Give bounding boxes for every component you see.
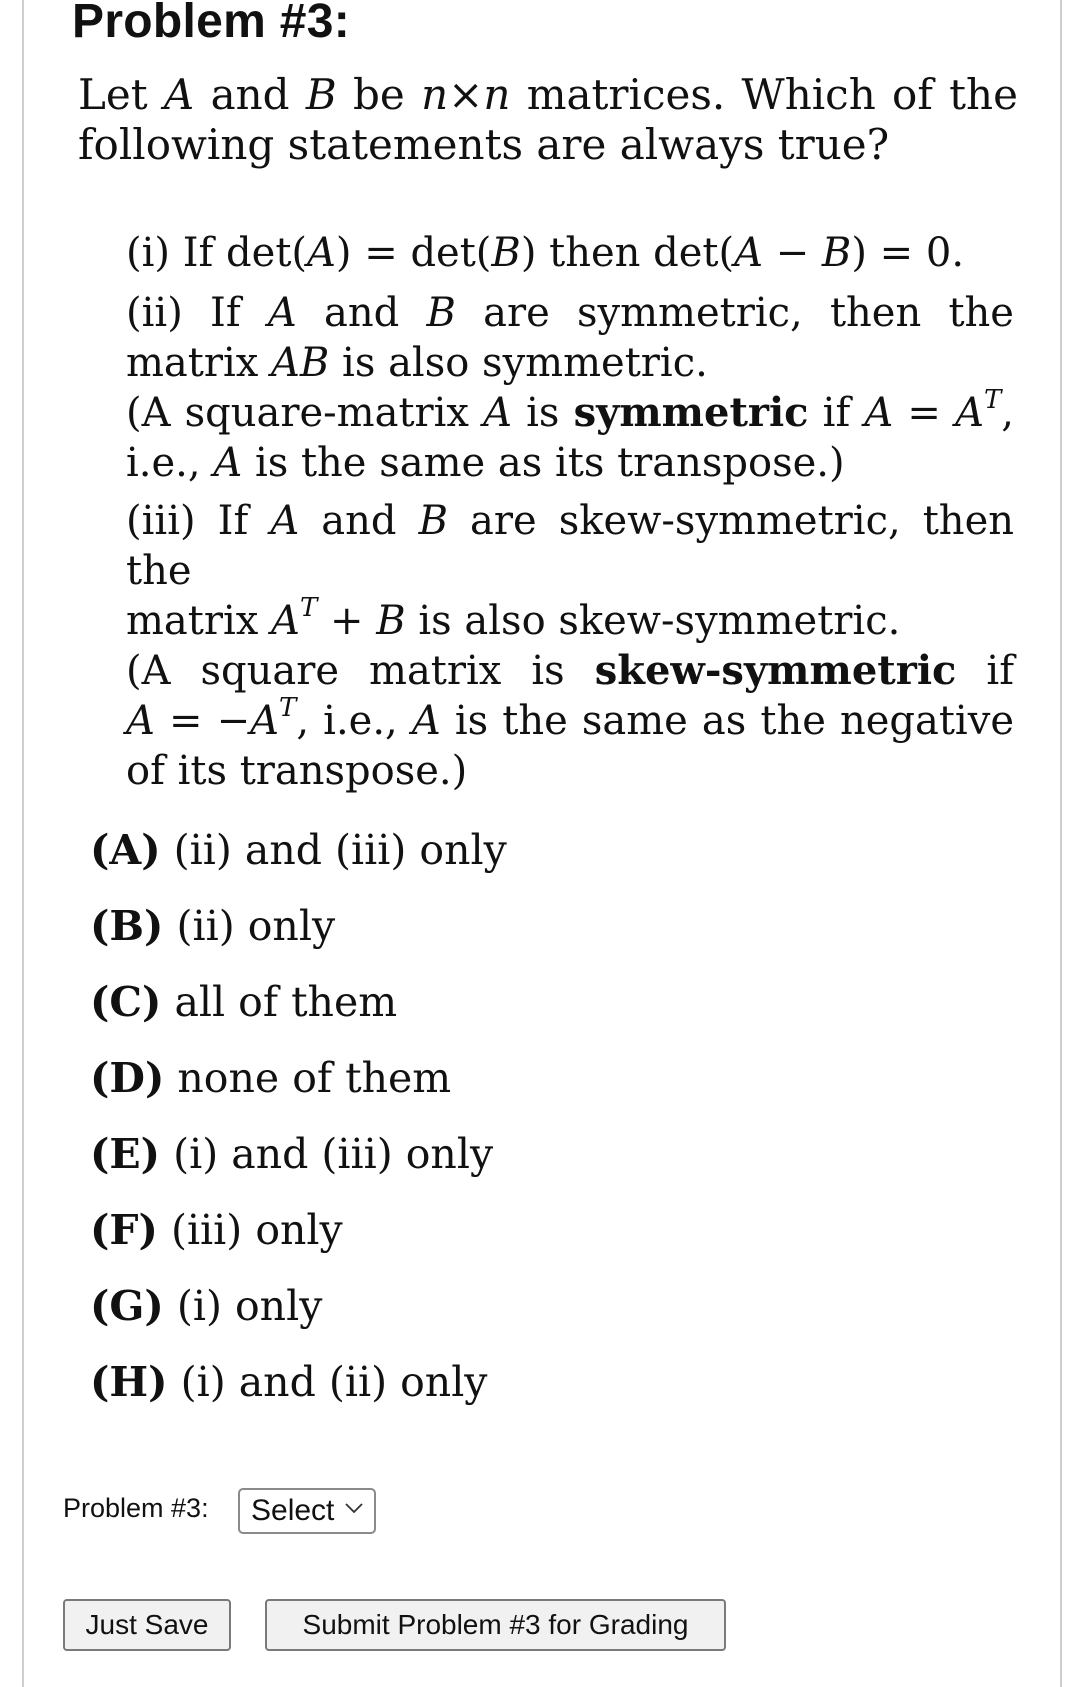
choice-text: (iii) only (170, 1206, 343, 1254)
choice-letter: (D) (90, 1054, 165, 1102)
choice-text: (i) and (iii) only (173, 1130, 494, 1178)
intro-text: and (210, 70, 290, 119)
definition-line (126, 692, 1014, 746)
statement-line (126, 496, 1014, 596)
choice-text: (ii) and (iii) only (173, 826, 507, 874)
choice-letter: (A) (90, 826, 161, 874)
math-var: AB (271, 340, 330, 386)
text: (iii) If (126, 498, 249, 544)
page-title: Problem #3: (72, 0, 351, 48)
text: ) = 0. (851, 230, 965, 276)
math-var: B (821, 230, 852, 276)
math-var: B (426, 290, 456, 336)
math-var: A (734, 230, 763, 276)
statement-line (126, 228, 1014, 278)
text: ) = det( (335, 230, 492, 276)
choice-letter: (H) (90, 1358, 168, 1406)
text: is the same as its transpose.) (254, 440, 845, 486)
text: (A square-matrix (126, 390, 469, 436)
text: matrix (126, 598, 259, 644)
statement-iii (126, 496, 1014, 796)
answer-select[interactable] (238, 1488, 376, 1534)
choice-f (90, 1200, 507, 1276)
statement-line (126, 288, 1014, 338)
text: (i) If det( (126, 230, 307, 276)
text: and (324, 290, 400, 336)
text: if (822, 390, 851, 436)
submit-button[interactable]: Submit Problem #3 for Grading (265, 1599, 726, 1651)
text: + (330, 598, 364, 644)
problem-intro (78, 70, 1018, 170)
text: (ii) If (126, 290, 241, 336)
text: are skew-symmetric, then the (126, 498, 1015, 594)
choice-letter: (B) (90, 902, 164, 950)
answer-label: Problem #3: (63, 1493, 209, 1523)
math-var: B (376, 598, 406, 644)
choice-letter: (F) (90, 1206, 158, 1254)
math-var: A (483, 390, 512, 436)
text: ) then det( (520, 230, 735, 276)
statement-i (126, 228, 1014, 278)
transpose-sup: T (983, 384, 1002, 415)
intro-text: matrices. Which of the (526, 70, 1018, 119)
transpose-sup: T (299, 592, 318, 623)
text: − (762, 230, 822, 276)
text: = (907, 390, 941, 436)
choice-c (90, 972, 507, 1048)
math-var: A (163, 70, 195, 119)
choice-letter: (G) (90, 1282, 164, 1330)
definition-line (126, 438, 1014, 488)
text: is also symmetric. (342, 340, 708, 386)
math-var: A (267, 290, 297, 336)
bold-term: skew-symmetric (594, 647, 957, 694)
choice-a (90, 820, 507, 896)
text: = − (168, 698, 251, 744)
math-var: A (411, 698, 441, 744)
text: (A square matrix is (126, 648, 565, 694)
intro-text: following statements are always true? (78, 120, 890, 169)
choice-letter: (E) (90, 1130, 161, 1178)
choice-d (90, 1048, 507, 1124)
text: matrix (126, 340, 259, 386)
math-var: A (271, 598, 300, 644)
math-var: B (418, 498, 448, 544)
math-var: A (307, 230, 336, 276)
text: are symmetric, then the (483, 290, 1014, 336)
transpose-sup: T (279, 692, 297, 723)
statement-line (126, 592, 1014, 646)
choice-g (90, 1276, 507, 1352)
math-var: n (483, 70, 511, 119)
select-value: Select (251, 1494, 335, 1527)
math-var: A (250, 698, 279, 744)
text: and (321, 498, 397, 544)
text: of its transpose.) (126, 748, 468, 794)
intro-text: be (353, 70, 405, 119)
math-var: A (126, 698, 155, 744)
times-symbol: × (448, 70, 484, 119)
choice-b (90, 896, 507, 972)
math-var: A (955, 390, 984, 436)
math-var: A (213, 440, 243, 486)
text: , i.e., (296, 698, 398, 744)
choice-text: (ii) only (176, 902, 336, 950)
math-var: B (305, 70, 337, 119)
choice-text: (i) and (ii) only (180, 1358, 488, 1406)
text: is the same as the negative (454, 698, 1014, 744)
choice-text: (i) only (176, 1282, 323, 1330)
text: is (526, 390, 560, 436)
definition-line (126, 384, 1015, 438)
choice-text: none of them (177, 1054, 452, 1102)
definition-line (126, 646, 1014, 696)
text: i.e., (126, 440, 201, 486)
just-save-button[interactable]: Just Save (63, 1599, 231, 1651)
choice-text: all of them (174, 978, 398, 1026)
choice-letter: (C) (90, 978, 162, 1026)
text: if (986, 648, 1015, 694)
intro-text: Let (78, 70, 148, 119)
math-var: n (421, 70, 449, 119)
definition-line (126, 746, 1014, 796)
choice-e (90, 1124, 507, 1200)
math-var: B (491, 230, 521, 276)
statement-ii (126, 288, 1014, 488)
math-expr (955, 384, 1015, 436)
math-var: A (864, 390, 894, 436)
math-var: A (270, 498, 300, 544)
text: , (1001, 390, 1015, 436)
text: is also skew-symmetric. (418, 598, 901, 644)
bold-term: symmetric (573, 389, 809, 436)
choice-h (90, 1352, 507, 1428)
chevron-down-icon (344, 1498, 364, 1518)
answer-choices (90, 820, 507, 1428)
statement-line (126, 338, 1014, 388)
